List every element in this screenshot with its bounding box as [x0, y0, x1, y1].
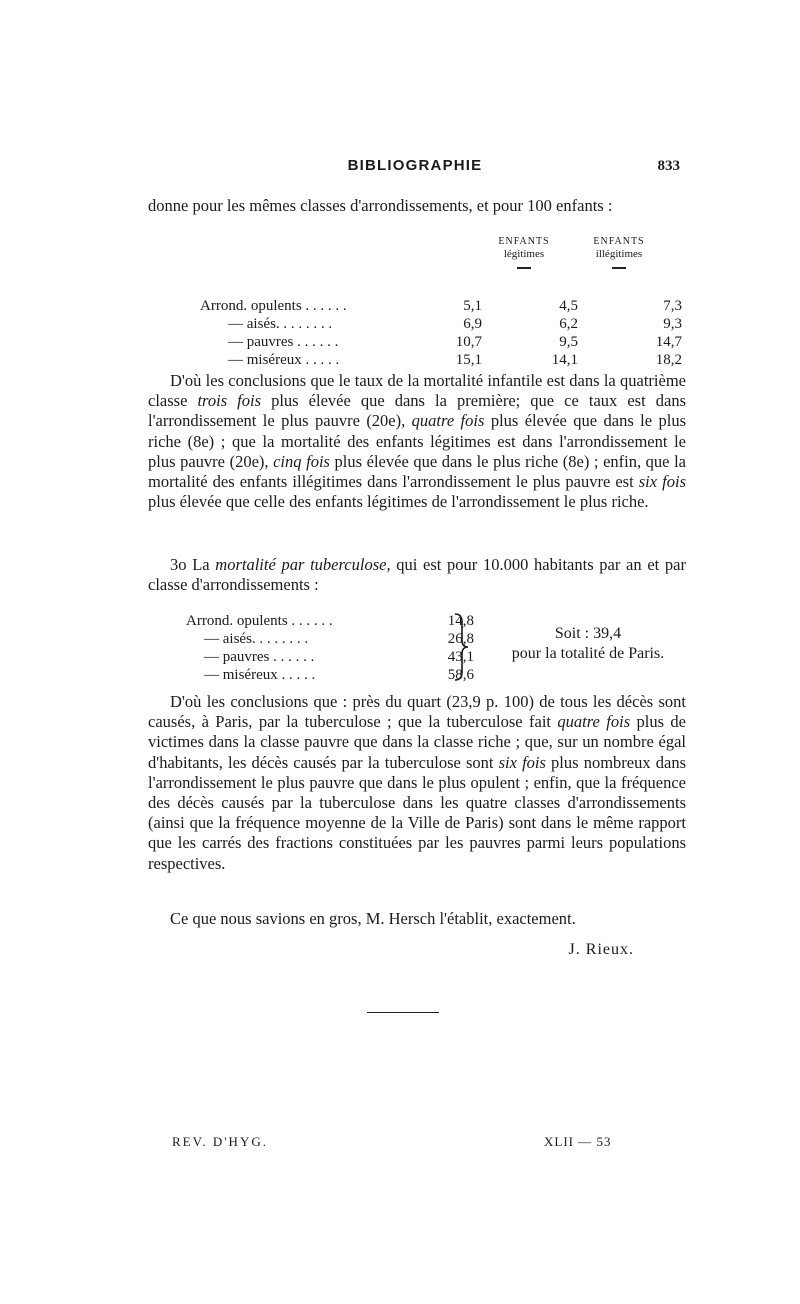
table-row	[186, 648, 474, 666]
cell-value: 58,6	[447, 667, 474, 683]
row-label: Arrond. opulents . . . . . .	[200, 298, 347, 314]
paragraph-tuberculosis-intro	[148, 555, 686, 595]
table-row	[186, 666, 474, 684]
author-signature: J. Rieux.	[568, 941, 634, 958]
paragraph-intro: donne pour les mêmes classes d'arrondissements, et pour 100 enfants :	[148, 196, 613, 215]
row-label: — pauvres . . . . . .	[228, 334, 339, 350]
cell-value: 7,3	[663, 298, 682, 314]
cell-value: 26,8	[447, 631, 474, 647]
column-header-sub: légitimes	[503, 248, 545, 260]
text-run: plus élevée que celle des enfants légitimes de l'arrondissement le plus riche.	[148, 492, 649, 512]
cell-value: 9,3	[663, 316, 682, 332]
paragraph-closing: Ce que nous savions en gros, M. Hersch l'établit, exactement.	[170, 909, 576, 928]
row-label: — aisés. . . . . . . .	[204, 631, 309, 647]
cell-value: 43,1	[447, 649, 474, 665]
column-header-caps: ENFANTS	[593, 236, 645, 247]
emphasis: mortalité par tuberculose	[215, 555, 387, 574]
row-label: — pauvres . . . . . .	[204, 649, 315, 665]
text-run: plus élevée que dans la première; que ce taux est dans l'arrondissement le plus pauvre (20e),	[148, 391, 686, 431]
column-header-dash	[517, 267, 531, 269]
column-header-dash	[612, 267, 626, 269]
table-row	[200, 297, 684, 315]
column-header-illegitimes	[574, 235, 664, 269]
cell-value: 10,7	[455, 334, 482, 350]
emphasis: quatre fois	[557, 712, 631, 732]
brace-summary	[478, 624, 698, 664]
emphasis: quatre fois	[411, 411, 485, 431]
text-run: , qui est pour 10.000 habitants par an et par classe d'arrondissements :	[148, 555, 686, 595]
row-label: — miséreux . . . . .	[204, 667, 316, 683]
page-number: 833	[657, 158, 680, 174]
emphasis: six fois	[498, 752, 546, 772]
text-run: D'où les conclusions que le taux de la mortalité infantile est dans la quatrième classe	[148, 371, 686, 411]
column-header-caps: ENFANTS	[498, 236, 550, 247]
table-row	[200, 351, 684, 369]
cell-value: 14,7	[655, 334, 682, 350]
text-run: plus élevée que dans le plus riche (8e) ; enfin, que la mortalité des enfants illégitimes dans l'arrondissement le plus pauvre est	[148, 451, 687, 492]
table-row	[200, 315, 684, 333]
column-header-legitimes	[482, 235, 566, 269]
cell-value: 4,5	[559, 298, 578, 314]
section-title: BIBLIOGRAPHIE	[347, 157, 483, 174]
row-label: — aisés. . . . . . . .	[228, 316, 333, 332]
cell-value: 9,5	[559, 334, 578, 350]
emphasis: trois fois	[197, 391, 262, 411]
table-row	[200, 333, 684, 351]
running-header	[150, 157, 680, 179]
curly-brace-icon	[452, 612, 470, 682]
row-label: Arrond. opulents . . . . . .	[186, 613, 333, 629]
section-divider	[367, 1012, 439, 1013]
text-run: plus élevée que dans le plus riche (8e) ; que la mortalité des enfants légitimes est dans l'arrondissement le plus pauvre (20e),	[148, 411, 686, 471]
text-run: 3o La	[170, 555, 216, 574]
cell-value: 18,2	[655, 352, 682, 368]
table-row	[186, 612, 474, 630]
table-row	[186, 630, 474, 648]
brace-summary-line: Soit : 39,4	[554, 625, 622, 642]
column-header-sub: illégitimes	[595, 248, 643, 260]
cell-value: 14,1	[551, 352, 578, 368]
text-run: D'où les conclusions que : près du quart (23,9 p. 100) de tous les décès sont causés, à Paris, par la tuberculose ; que la tuberculose fait	[148, 692, 686, 732]
footer-signature-mark: XLII — 53	[544, 1134, 612, 1149]
cell-value: 5,1	[463, 298, 482, 314]
brace-summary-line: pour la totalité de Paris.	[511, 645, 665, 662]
row-label: — miséreux . . . . .	[228, 352, 340, 368]
cell-value: 6,9	[463, 316, 482, 332]
paragraph-infant-conclusions	[148, 371, 686, 512]
cell-value: 14,8	[447, 613, 474, 629]
text-run: plus de victimes dans la classe pauvre que dans la classe riche ; que, sur un nombre égal d'habitants, les décès causés par la tuberculose sont	[148, 712, 686, 772]
emphasis: six fois	[638, 472, 686, 492]
text-run: plus nombreux dans l'arrondissement le plus pauvre que dans le plus opulent ; enfin, que la fréquence des décès causés par la tuberculose dans les quatre classes d'arrondissements (ainsi que la fréquence moyenne de la Ville de Paris) sont dans le même rapport que les carrés des fractions constituées par les pauvres parmi leurs populations respectives.	[148, 752, 686, 873]
cell-value: 15,1	[455, 352, 482, 368]
tuberculosis-table	[186, 612, 474, 684]
footer-journal: REV. D'HYG.	[172, 1134, 268, 1149]
paragraph-tuberculosis-conclusions	[148, 692, 686, 874]
infant-mortality-table	[200, 297, 684, 369]
cell-value: 6,2	[559, 316, 578, 332]
emphasis: cinq fois	[273, 451, 330, 471]
